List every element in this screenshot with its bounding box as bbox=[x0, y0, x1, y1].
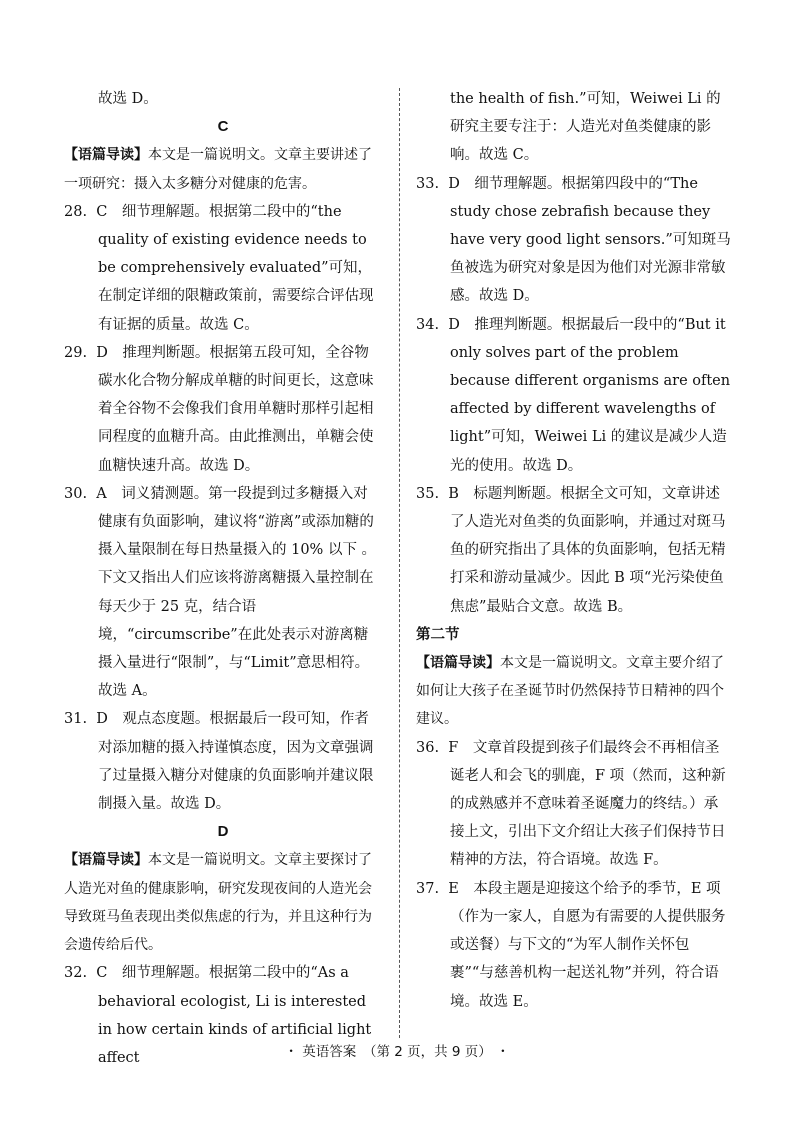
item-number: 29. bbox=[64, 344, 88, 361]
answer-item-28 bbox=[64, 198, 382, 339]
section-2-heading: 第二节 bbox=[416, 626, 460, 643]
guide-text: 本文是一篇说明文。文章主要讲述了一项研究：摄入太多糖分对健康的危害。 bbox=[64, 147, 372, 192]
section-c-label: C bbox=[217, 118, 229, 136]
left-column bbox=[64, 85, 382, 1072]
column-divider bbox=[399, 88, 400, 1038]
section-d-guide bbox=[64, 846, 382, 959]
item-number: 30. bbox=[64, 485, 88, 502]
item-text: D 观点态度题。根据最后一段可知，作者对添加糖的摄入持谨慎态度，因为文章强调了过量摄入糖分对健康的负面影响并建议限制摄入量。故选 D。 bbox=[96, 711, 374, 813]
answer-item-34 bbox=[416, 311, 732, 480]
guide-tag: 【语篇导读】 bbox=[416, 655, 500, 672]
item-text: B 标题判断题。根据全文可知，文章讲述了人造光对鱼类的负面影响，并通过对斑马鱼的研究指出了具体的负面影响，包括无精打采和游动量减少。因此 B 项“光污染使鱼焦虑”最贴合文意。故选 B。 bbox=[448, 485, 726, 615]
guide-tag: 【语篇导读】 bbox=[64, 852, 148, 869]
answer-item-31 bbox=[64, 705, 382, 818]
guide-text: 本文是一篇说明文。文章主要介绍了如何让大孩子在圣诞节时仍然保持节日精神的四个建议。 bbox=[416, 655, 724, 728]
item-text: D 推理判断题。根据第五段可知，全谷物碳水化合物分解成单糖的时间更长，这意味着全谷物不会像我们食用单糖时那样引起相同程度的血糖升高。由此推测出，单糖会使血糖快速升高。故选 D。 bbox=[96, 344, 374, 474]
answer-item-29 bbox=[64, 339, 382, 480]
section-c-guide bbox=[64, 141, 382, 197]
item-text: C 细节理解题。根据第二段中的“the quality of existing evidence needs to be comprehensively evaluated”可知，在制定详细的限糖政策前，需要综合评估现有证据的质量。故选 C。 bbox=[96, 203, 374, 333]
item-number: 35. bbox=[416, 485, 440, 502]
item-number: 28. bbox=[64, 203, 88, 220]
item-number: 31. bbox=[64, 711, 88, 728]
section-d-label: D bbox=[217, 823, 229, 841]
item-text: F 文章首段提到孩子们最终会不再相信圣诞老人和会飞的驯鹿，F 项（然而，这种新的成熟感并不意味着圣诞魔力的终结。）承接上文，引出下文介绍让大孩子们保持节日精神的方法，符合语境。故选 F。 bbox=[448, 739, 726, 869]
guide-tag: 【语篇导读】 bbox=[64, 147, 148, 164]
carry-over-answer: 故选 D。 bbox=[98, 91, 158, 107]
item-text: C 细节理解题。根据第二段中的“As a behavioral ecologist, Li is interested in how certain kinds of artificial light affect bbox=[96, 965, 372, 1066]
item-number: 32. bbox=[64, 965, 88, 982]
answer-item-30 bbox=[64, 480, 382, 706]
item-text: D 推理判断题。根据最后一段中的“But it only solves part of the problem because different organisms are often affected by different wavelengths of light”可知，Weiwei Li 的建议是减少人造光的使用。故选 D。 bbox=[448, 316, 731, 474]
item-32-continuation: the health of fish.”可知，Weiwei Li 的研究主要专注于：人造光对鱼类健康的影响。故选 C。 bbox=[450, 91, 721, 164]
answer-item-33 bbox=[416, 170, 732, 311]
page-footer: ・ 英语答案 （第 2 页，共 9 页） ・ bbox=[284, 1044, 510, 1060]
item-number: 36. bbox=[416, 739, 440, 756]
item-number: 33. bbox=[416, 175, 440, 192]
answer-item-35 bbox=[416, 480, 732, 621]
item-number: 37. bbox=[416, 880, 440, 897]
guide-text: 本文是一篇说明文。文章主要探讨了人造光对鱼的健康影响，研究发现夜间的人造光会导致斑马鱼表现出类似焦虑的行为，并且这种行为会遗传给后代。 bbox=[64, 852, 372, 954]
right-column bbox=[416, 85, 732, 1016]
item-text: D 细节理解题。根据第四段中的“The study chose zebrafish because they have very good light sensors.”可知斑马鱼被选为研究对象是因为他们对光源非常敏感。故选 D。 bbox=[448, 175, 731, 305]
answer-item-37 bbox=[416, 875, 732, 1016]
answer-item-36 bbox=[416, 734, 732, 875]
item-number: 34. bbox=[416, 316, 440, 333]
item-text: A 词义猜测题。第一段提到过多糖摄入对健康有负面影响，建议将“游离”或添加糖的摄入量限制在每日热量摄入的 10% 以下 。下文又指出人们应该将游离糖摄入量控制在每天少于 25 克，结合语境，“circumscribe”在此处表示对游离糖摄入量进行“限制”，与“Limit”意思相符。故选 A。 bbox=[96, 485, 377, 700]
section-2-guide bbox=[416, 649, 732, 734]
item-text: E 本段主题是迎接这个给予的季节，E 项（作为一家人，自愿为有需要的人提供服务或送餐）与下文的“为军人制作关怀包裹”“与慈善机构一起送礼物”并列，符合语境。故选 E。 bbox=[448, 880, 726, 1010]
